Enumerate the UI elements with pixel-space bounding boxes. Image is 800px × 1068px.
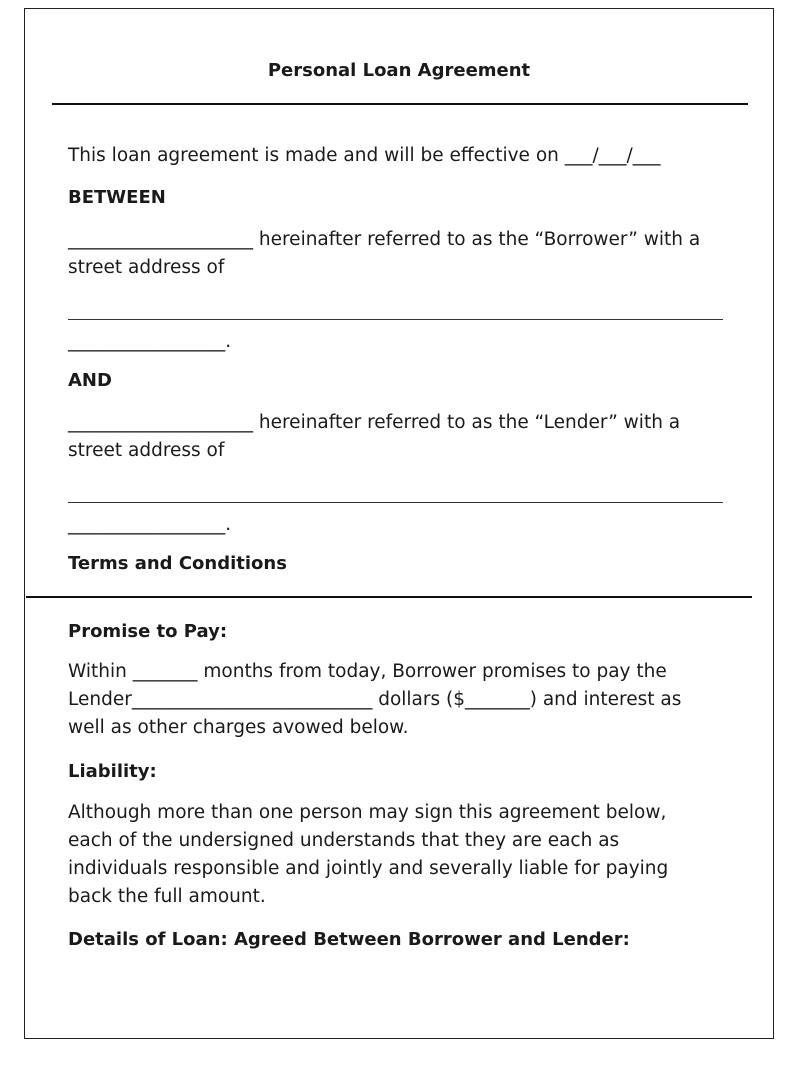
borrower-address-end: _________________. [68, 331, 232, 352]
title-divider [52, 103, 748, 105]
liability-text-line-2: each of the undersigned understands that they are each as [68, 830, 620, 851]
lender-address-label: street address of [68, 440, 225, 461]
liability-text-line-4: back the full amount. [68, 886, 266, 907]
promise-text-line-3: well as other charges avowed below. [68, 717, 409, 738]
promise-text-line-1: Within _______ months from today, Borrower promises to pay the [68, 661, 667, 682]
lender-address-end: _________________. [68, 514, 232, 535]
promise-heading: Promise to Pay: [68, 621, 228, 642]
and-heading: AND [68, 370, 112, 391]
lender-name-line: ____________________ hereinafter referred to as the “Lender” with a [68, 412, 681, 433]
terms-heading: Terms and Conditions [68, 553, 287, 574]
borrower-name-line: ____________________ hereinafter referred to as the “Borrower” with a [68, 229, 701, 250]
liability-text-line-3: individuals responsible and jointly and severally liable for paying [68, 858, 669, 879]
borrower-address-blank [68, 319, 723, 320]
effective-date-line: This loan agreement is made and will be effective on ___/___/___ [68, 145, 661, 166]
terms-divider [26, 596, 752, 598]
liability-text-line-1: Although more than one person may sign this agreement below, [68, 802, 667, 823]
liability-heading: Liability: [68, 761, 157, 782]
borrower-address-label: street address of [68, 257, 225, 278]
lender-address-blank [68, 502, 723, 503]
between-heading: BETWEEN [68, 187, 166, 208]
document-title: Personal Loan Agreement [267, 60, 531, 81]
loan-details-heading: Details of Loan: Agreed Between Borrower and Lender: [68, 929, 630, 950]
promise-text-line-2: Lender__________________________ dollars ($_______) and interest as [68, 689, 682, 710]
